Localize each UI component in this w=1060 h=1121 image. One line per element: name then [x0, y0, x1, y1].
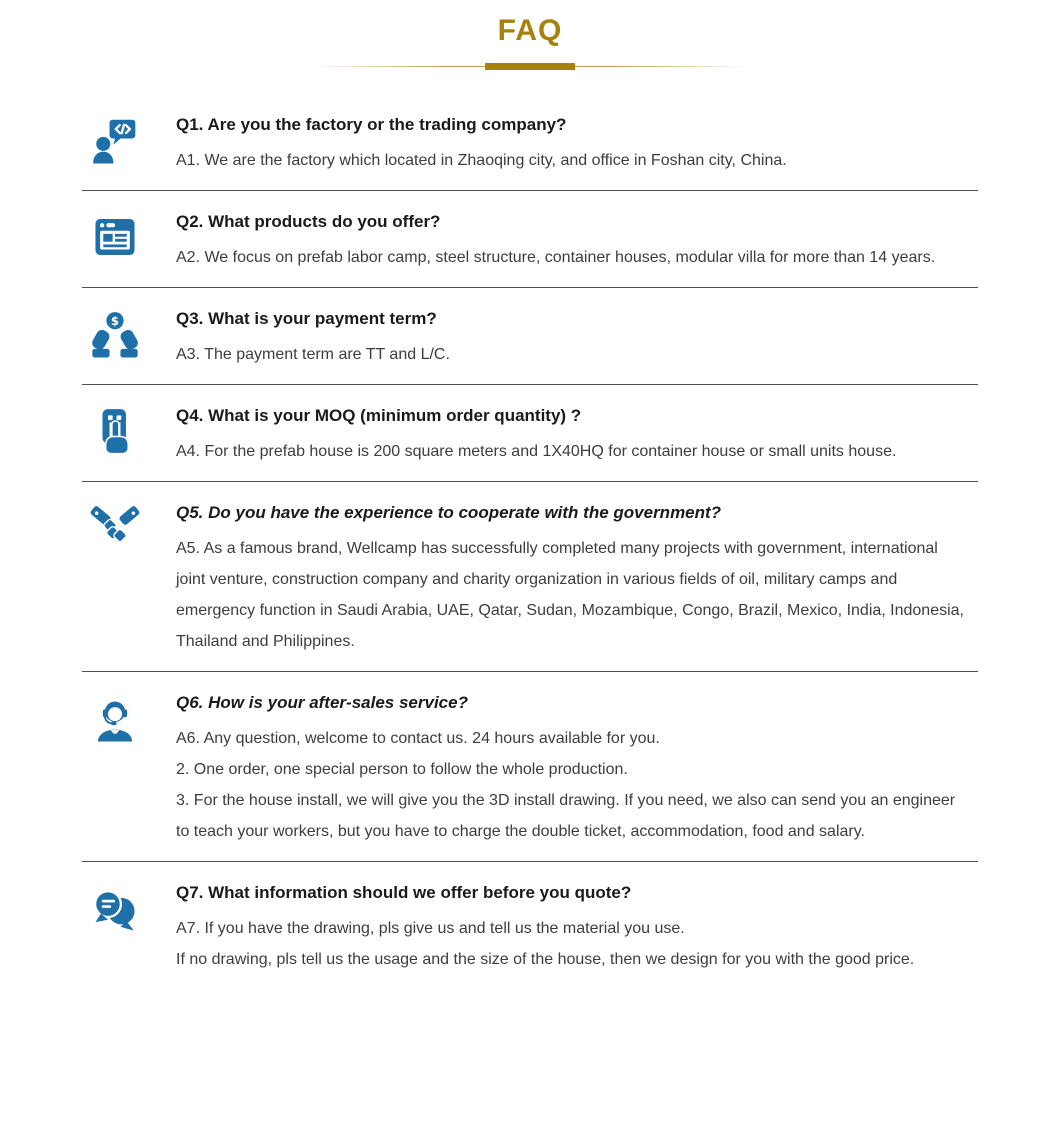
faq-item-icon-column — [82, 499, 176, 553]
faq-answer-line: If no drawing, pls tell us the usage and the size of the house, then we design for you with the good price. — [176, 951, 915, 968]
support-agent-icon — [90, 693, 176, 743]
tap-device-icon — [90, 406, 176, 456]
faq-answer-line: 3. For the house install, we will give you the 3D install drawing. If you need, we also can send you an engineer to teach your workers, but you have to charge the double ticket, accommodation, food and salary. — [176, 792, 956, 840]
faq-answer-line: A5. As a famous brand, Wellcamp has successfully completed many projects with government, international joint venture, construction company and charity organization in various fields of oil, military camps and emergency function in Saudi Arabia, UAE, Qatar, Sudan, Mozambique, Congo, Brazil, Mexico, India, Indonesia, Thailand and Philippines. — [176, 540, 964, 650]
faq-answer — [176, 242, 968, 273]
faq-item-text — [176, 402, 968, 467]
faq-answer-line: A2. We focus on prefab labor camp, steel structure, container houses, modular villa for more than 14 years. — [176, 249, 936, 266]
faq-item-icon-column — [82, 402, 176, 456]
handshake-icon — [90, 503, 176, 553]
user-code-icon — [90, 115, 176, 165]
faq-answer-line: A7. If you have the drawing, pls give us and tell us the material you use. — [176, 920, 685, 937]
faq-answer-line: A4. For the prefab house is 200 square meters and 1X40HQ for container house or small units house. — [176, 443, 897, 460]
faq-item-text — [176, 499, 968, 657]
svg-text:$: $ — [110, 314, 120, 329]
faq-item-icon-column — [82, 208, 176, 262]
faq-item-text — [176, 879, 968, 975]
chat-bubbles-icon — [90, 883, 176, 933]
faq-header — [0, 0, 1060, 70]
faq-question: Q4. What is your MOQ (minimum order quantity) ? — [176, 406, 582, 425]
faq-question: Q3. What is your payment term? — [176, 309, 437, 328]
faq-answer — [176, 436, 968, 467]
title-divider — [318, 63, 742, 70]
faq-item-text — [176, 689, 968, 847]
faq-item-text — [176, 208, 968, 273]
faq-item-icon-column — [82, 689, 176, 743]
faq-item-icon-column — [82, 879, 176, 933]
faq-item-text — [176, 111, 968, 176]
faq-list — [82, 94, 978, 989]
faq-question: Q2. What products do you offer? — [176, 212, 441, 231]
faq-answer-line: A6. Any question, welcome to contact us. 24 hours available for you. — [176, 730, 660, 747]
faq-answer — [176, 145, 968, 176]
faq-item-text — [176, 305, 968, 370]
faq-answer — [176, 339, 968, 370]
faq-item — [82, 862, 978, 989]
faq-item — [82, 672, 978, 862]
faq-item-icon-column — [82, 111, 176, 165]
faq-item-icon-column — [82, 305, 176, 359]
faq-item — [82, 288, 978, 385]
page-title: FAQ — [497, 14, 563, 47]
faq-question: Q7. What information should we offer before you quote? — [176, 883, 632, 902]
faq-item — [82, 482, 978, 672]
faq-answer — [176, 533, 968, 657]
faq-answer-line: A1. We are the factory which located in Zhaoqing city, and office in Foshan city, China. — [176, 152, 787, 169]
faq-answer-line: A3. The payment term are TT and L/C. — [176, 346, 450, 363]
faq-answer — [176, 723, 968, 847]
faq-item — [82, 385, 978, 482]
faq-question: Q5. Do you have the experience to cooperate with the government? — [176, 503, 722, 522]
faq-item — [82, 191, 978, 288]
faq-item — [82, 94, 978, 191]
hands-dollar-icon — [90, 309, 176, 359]
webpage-icon — [90, 212, 176, 262]
faq-answer-line: 2. One order, one special person to follow the whole production. — [176, 761, 628, 778]
faq-answer — [176, 913, 968, 975]
faq-question: Q1. Are you the factory or the trading company? — [176, 115, 567, 134]
faq-question: Q6. How is your after-sales service? — [176, 693, 468, 712]
